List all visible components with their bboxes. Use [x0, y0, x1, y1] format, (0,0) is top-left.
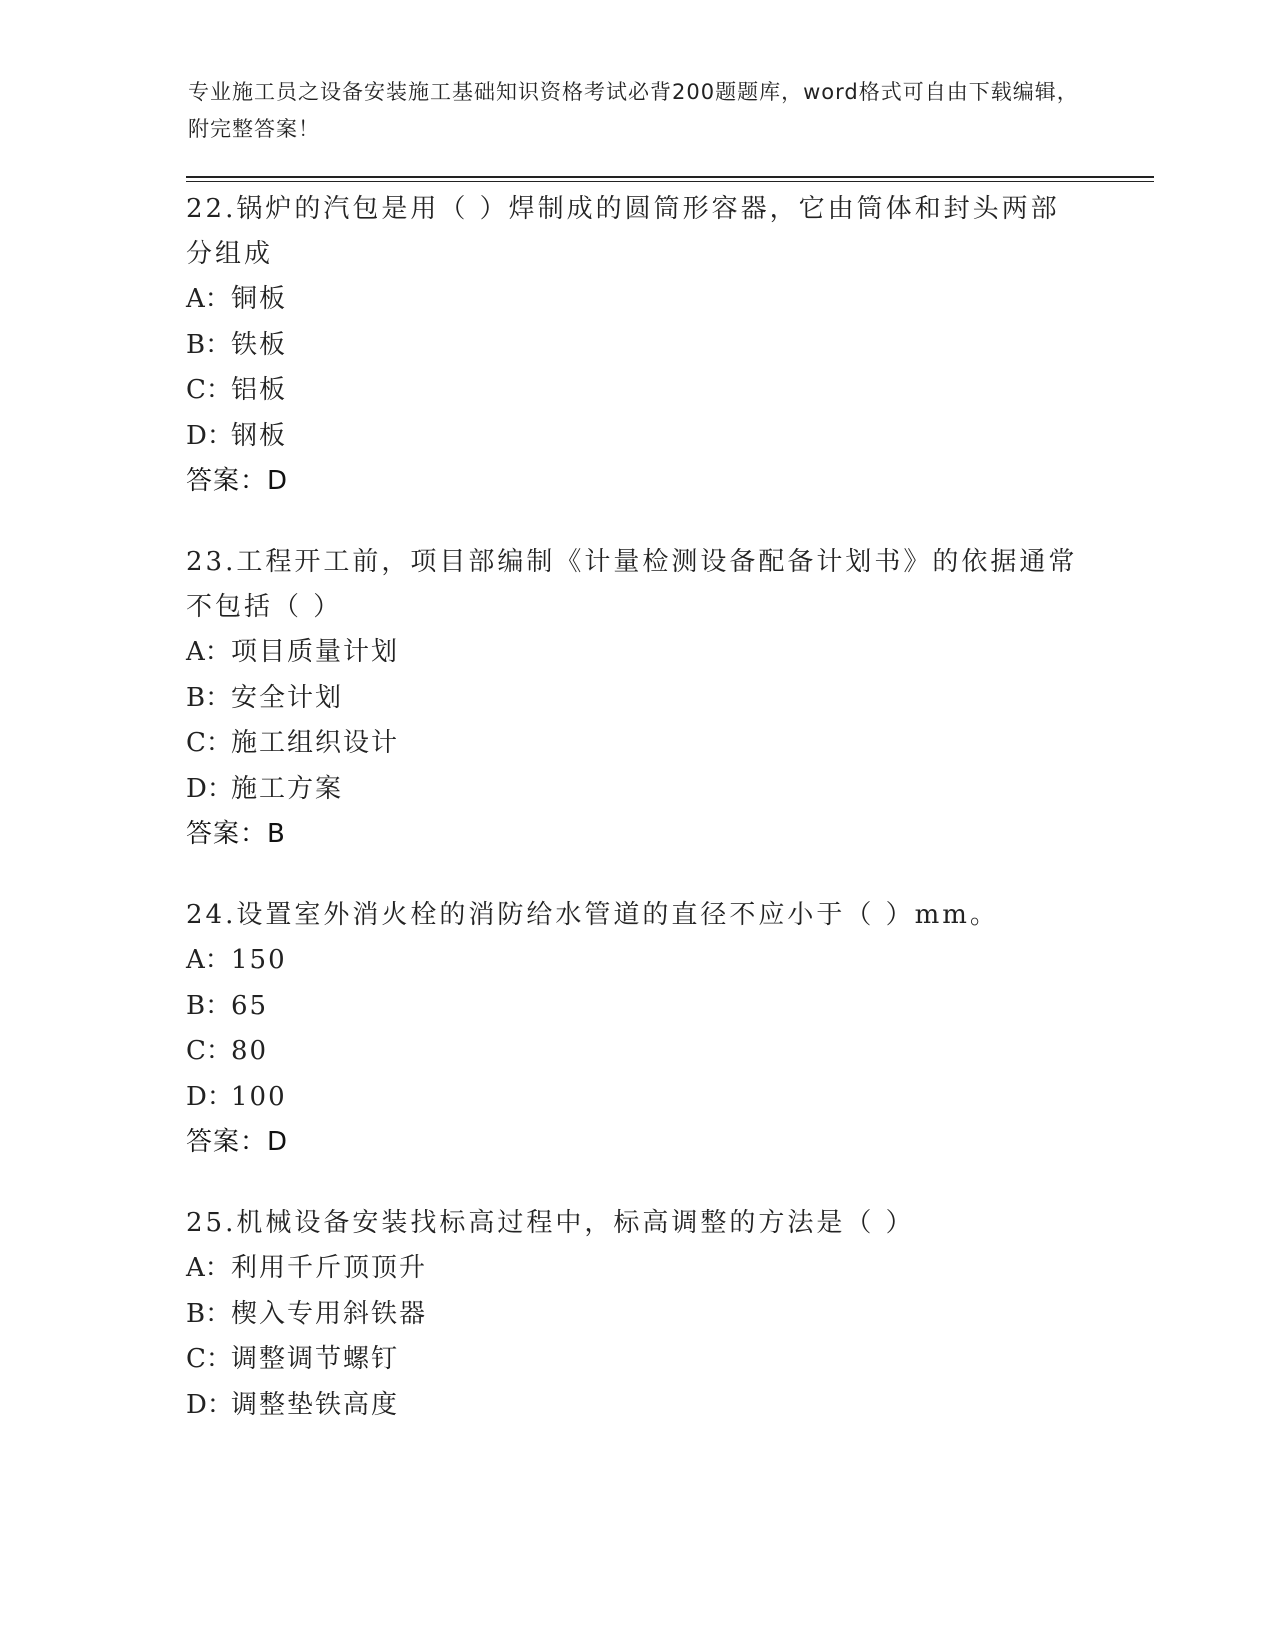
question-text: 23.工程开工前，项目部编制《计量检测设备配备计划书》的依据通常不包括（ ）: [186, 547, 1078, 622]
question-list: [186, 187, 1086, 1464]
question-text: 24.设置室外消火栓的消防给水管道的直径不应小于（ ）mm。: [186, 900, 999, 930]
question-25: [186, 1201, 1086, 1428]
option-key: A：: [186, 284, 231, 314]
option-b: [186, 984, 1086, 1030]
option-c: [186, 368, 1086, 414]
option-c: [186, 1029, 1086, 1075]
option-value: 65: [231, 990, 269, 1021]
option-value: 150: [231, 945, 287, 975]
question-text: 22.锅炉的汽包是用（ ）焊制成的圆筒形容器，它由筒体和封头两部分组成: [186, 194, 1060, 269]
option-c: [186, 1337, 1086, 1383]
option-b: [186, 323, 1086, 369]
document-header: 专业施工员之设备安装施工基础知识资格考试必背200题题库，word格式可自由下载编辑，附完整答案！: [188, 80, 1079, 141]
option-c: [186, 721, 1086, 767]
option-key: B：: [186, 1298, 232, 1329]
option-a: [186, 630, 1086, 676]
answer-line: 答案：D: [186, 466, 289, 496]
option-value: 80: [231, 1036, 269, 1066]
option-key: B：: [186, 990, 232, 1021]
option-key: D：: [186, 1081, 233, 1112]
option-key: C：: [186, 728, 232, 758]
question-24: [186, 893, 1086, 1165]
option-value: 调整垫铁高度: [231, 1389, 400, 1420]
option-key: B：: [186, 682, 232, 713]
option-b: [186, 1292, 1086, 1338]
option-value: 施工方案: [231, 773, 344, 804]
option-key: A：: [186, 637, 231, 667]
question-text: 25.机械设备安装找标高过程中，标高调整的方法是（ ）: [186, 1208, 915, 1238]
option-value: 100: [231, 1081, 287, 1112]
option-a: [186, 1246, 1086, 1292]
header-rule-thick: [186, 176, 1154, 178]
option-key: B：: [186, 329, 232, 360]
option-d: [186, 767, 1086, 813]
option-d: [186, 1075, 1086, 1121]
option-key: D：: [186, 773, 233, 804]
option-value: 施工组织设计: [231, 728, 400, 758]
option-key: D：: [186, 1389, 233, 1420]
option-value: 铜板: [231, 284, 288, 314]
option-key: A：: [186, 1253, 231, 1283]
option-d: [186, 1383, 1086, 1429]
option-value: 项目质量计划: [231, 637, 400, 667]
header-rule-thin: [186, 181, 1154, 182]
question-23: [186, 540, 1086, 857]
option-key: C：: [186, 1344, 232, 1374]
option-key: C：: [186, 375, 232, 405]
option-a: [186, 277, 1086, 323]
option-value: 利用千斤顶顶升: [231, 1253, 428, 1283]
option-key: C：: [186, 1036, 232, 1066]
option-value: 铝板: [231, 375, 288, 405]
option-a: [186, 938, 1086, 984]
option-key: A：: [186, 945, 231, 975]
answer-line: 答案：B: [186, 819, 286, 849]
answer-line: 答案：D: [186, 1127, 289, 1157]
option-value: 钢板: [231, 420, 288, 451]
option-value: 楔入专用斜铁器: [231, 1298, 428, 1329]
option-key: D：: [186, 420, 233, 451]
option-value: 铁板: [231, 329, 288, 360]
option-b: [186, 676, 1086, 722]
question-22: [186, 187, 1086, 504]
option-d: [186, 414, 1086, 460]
option-value: 调整调节螺钉: [231, 1344, 400, 1374]
option-value: 安全计划: [231, 682, 344, 713]
